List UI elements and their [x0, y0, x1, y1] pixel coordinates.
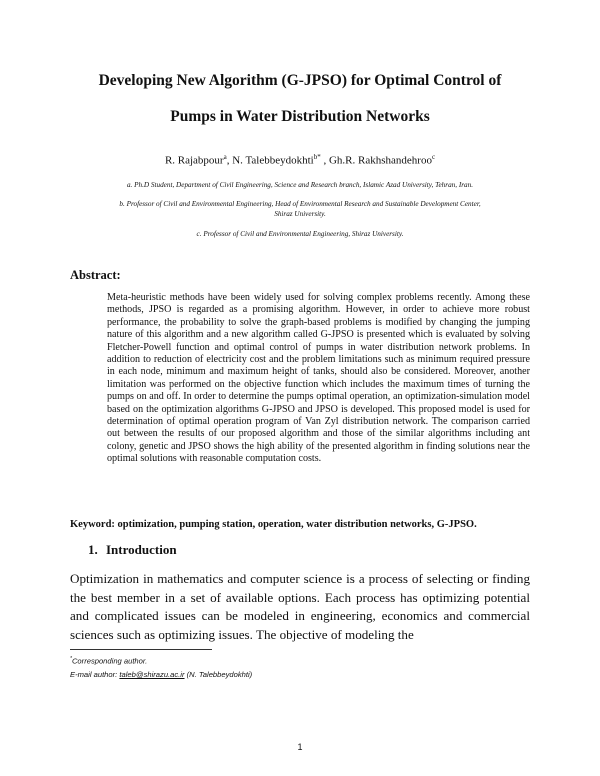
- author-separator: ,: [226, 154, 233, 167]
- footnote-corresponding: [70, 656, 147, 666]
- affiliation-b: b. Professor of Civil and Environmental Engineering, Head of Environmental Research and Sustainable Development Center,: [119, 200, 481, 208]
- affiliation-c: c. Professor of Civil and Environmental Engineering, Shiraz University.: [196, 230, 404, 238]
- abstract-text: Meta-heuristic methods have been widely used for solving complex problems recently. Among these methods, JPSO is regarded as a promising algorithm. However, in order to achieve more robust performance, the probability to solve the graph-based problems is modified by changing the jumping nature of this algorithm and a new algorithm called G-JPSO is presented which is evaluated by solving Fletcher-Powell function and optimal control of pumps in water distribution network problems. In addition to reduction of electricity cost and the problem limitations such as minimum required pressure in each node, minimum and maximum height of tanks, should also be considered. Moreover, another limitation was performed on the objective function which includes the maximum times of turning the pumps on and off. In order to determine the pumps optimal operation, an optimization-simulation model based on the optimization algorithms G-JPSO and JPSO is developed. This proposed model is used for determination of optimal operation program of Van Zyl distribution network. The comparison carried out between the results of our proposed algorithm and those of the similar algorithms including ant colony, genetic and JPSO shows the high ability of the presented algorithm in finding solutions near the optimal solutions with reasonable computation costs.: [107, 292, 530, 465]
- section-number: 1.: [88, 542, 98, 557]
- author-affiliation-mark: a: [223, 153, 227, 161]
- introduction-text: Optimization in mathematics and computer science is a process of selecting or finding the best member in a set of available options. Each process has optimizing potential and complicated issues can be modeled in engineering, economics and commercial sciences such as optimizing issues. The objective of modeling the: [70, 571, 530, 642]
- footnote-divider: [70, 649, 212, 650]
- section-title: Introduction: [106, 542, 177, 557]
- footnote-email: [70, 670, 252, 679]
- section-heading: [88, 542, 177, 558]
- keywords: Keyword: optimization, pumping station, operation, water distribution networks, G-JPSO.: [70, 519, 477, 530]
- author-affiliation-mark: b*: [313, 153, 321, 161]
- author-name: Gh.R. Rakhshandehroo: [328, 154, 432, 167]
- paper-title-line-2: Pumps in Water Distribution Networks: [170, 108, 430, 125]
- author-name: R. Rajabpour: [164, 154, 224, 167]
- footnote-corresponding-label: Corresponding author.: [71, 656, 148, 666]
- author-name: N. Talebbeydokhti: [232, 154, 314, 167]
- page-number: 1: [297, 742, 303, 752]
- author-list: [40, 153, 560, 167]
- author-separator: ,: [320, 154, 329, 167]
- abstract-heading: Abstract:: [70, 268, 121, 282]
- paper-title-line-1: Developing New Algorithm (G-JPSO) for Optimal Control of: [98, 72, 502, 89]
- affiliation-b-continued: Shiraz University.: [274, 210, 326, 218]
- footnote-email-label: E-mail author:: [70, 670, 120, 679]
- footnote-mark: *: [70, 656, 72, 662]
- author-affiliation-mark: c: [431, 153, 436, 161]
- footnote-email-name: (N. Talebbeydokhti): [184, 670, 253, 679]
- author-email-link[interactable]: taleb@shirazu.ac.ir: [119, 670, 185, 679]
- affiliation-a: a. Ph.D Student, Department of Civil Engineering, Science and Research branch, Islamic Azad University, Tehran, Iran.: [126, 181, 474, 189]
